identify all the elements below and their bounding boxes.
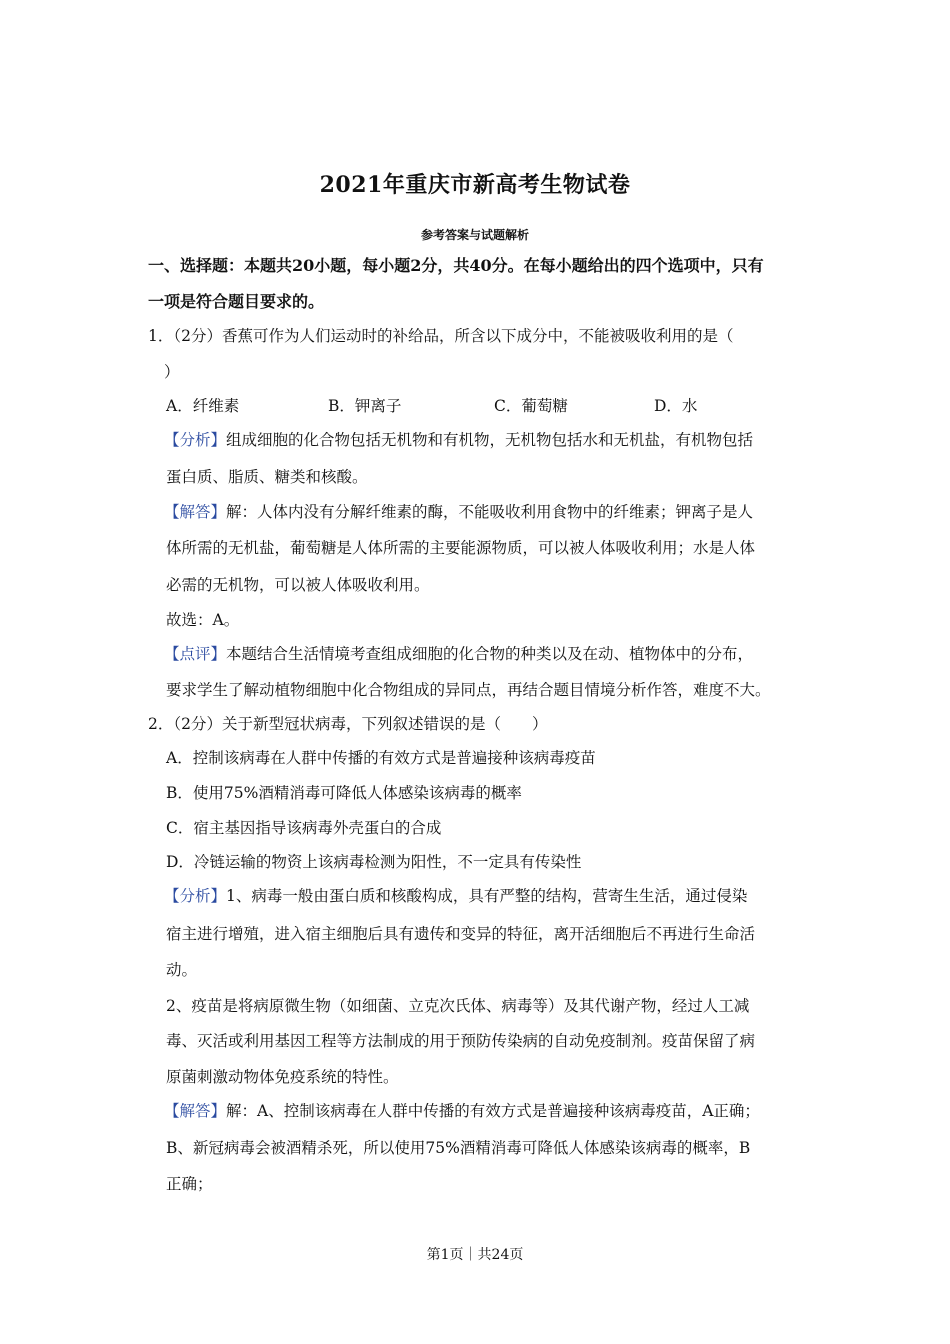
q2-answer-line3: 正确； xyxy=(166,1175,213,1193)
q1-answer-line1 xyxy=(164,502,753,522)
q1-option-a: A．纤维素 xyxy=(166,397,240,415)
q1-comment-line1 xyxy=(164,644,753,664)
q1-answer-line2: 体所需的无机盐，葡萄糖是人体所需的主要能源物质，可以被人体吸收利用；水是人体 xyxy=(166,539,756,557)
q2-option-b: B．使用75%酒精消毒可降低人体感染该病毒的概率 xyxy=(166,784,522,802)
answer-tag: 【解答】 xyxy=(164,503,227,521)
q2-analysis-line6: 原菌刺激动物体免疫系统的特性。 xyxy=(166,1068,399,1086)
q2-analysis-line4: 2、疫苗是将病原微生物（如细菌、立克次氏体、病毒等）及其代谢产物，经过人工减 xyxy=(166,997,750,1015)
q1-stem-line2: ） xyxy=(164,363,180,381)
document-title: 2021年重庆市新高考生物试卷 xyxy=(319,172,631,198)
analysis-tag: 【分析】 xyxy=(164,431,227,449)
q1-comment-line2: 要求学生了解动植物细胞中化合物组成的异同点，再结合题目情境分析作答，难度不大。 xyxy=(166,681,771,699)
q1-stem-line1: 1．（2分）香蕉可作为人们运动时的补给品，所含以下成分中，不能被吸收利用的是（ xyxy=(148,327,734,345)
q2-answer-line1 xyxy=(164,1101,760,1121)
q1-analysis-line1 xyxy=(164,430,753,450)
page-footer: 第1页｜共24页 xyxy=(426,1247,524,1263)
q1-choice: 故选：A。 xyxy=(166,611,240,629)
q2-analysis-line3: 动。 xyxy=(166,961,198,979)
q2-answer-line2: B、新冠病毒会被酒精杀死，所以使用75%酒精消毒可降低人体感染该病毒的概率，B xyxy=(166,1139,751,1157)
q2-option-c: C．宿主基因指导该病毒外壳蛋白的合成 xyxy=(166,819,442,837)
q2-answer-text1: 解：A、控制该病毒在人群中传播的有效方式是普遍接种该病毒疫苗，A正确； xyxy=(226,1102,760,1120)
q2-analysis-text1: 1、病毒一般由蛋白质和核酸构成，具有严整的结构，营寄生生活，通过侵染 xyxy=(226,887,748,905)
q2-stem: 2．（2分）关于新型冠状病毒，下列叙述错误的是（ ） xyxy=(148,715,548,733)
document-subtitle: 参考答案与试题解析 xyxy=(420,228,529,242)
q1-answer-text1: 解：人体内没有分解纤维素的酶，不能吸收利用食物中的纤维素；钾离子是人 xyxy=(226,503,754,521)
answer-tag: 【解答】 xyxy=(164,1102,227,1120)
q1-option-c: C．葡萄糖 xyxy=(494,397,568,415)
section-heading-line2: 一项是符合题目要求的。 xyxy=(148,292,325,311)
comment-tag: 【点评】 xyxy=(164,645,227,663)
q1-analysis-line2: 蛋白质、脂质、糖类和核酸。 xyxy=(166,468,368,486)
q2-analysis-line5: 毒、灭活或利用基因工程等方法制成的用于预防传染病的自动免疫制剂。疫苗保留了病 xyxy=(166,1032,756,1050)
q1-answer-line3: 必需的无机物，可以被人体吸收利用。 xyxy=(166,576,430,594)
q2-analysis-line1 xyxy=(164,886,747,906)
analysis-tag: 【分析】 xyxy=(164,887,227,905)
q2-option-a: A．控制该病毒在人群中传播的有效方式是普遍接种该病毒疫苗 xyxy=(166,749,596,767)
q1-option-d: D．水 xyxy=(654,397,698,415)
q1-option-b: B．钾离子 xyxy=(328,397,402,415)
q2-option-d: D．冷链运输的物资上该病毒检测为阳性，不一定具有传染性 xyxy=(166,853,582,871)
q1-analysis-text1: 组成细胞的化合物包括无机物和有机物，无机物包括水和无机盐，有机物包括 xyxy=(226,431,754,449)
q2-analysis-line2: 宿主进行增殖，进入宿主细胞后具有遗传和变异的特征，离开活细胞后不再进行生命活 xyxy=(166,925,756,943)
q1-comment-text1: 本题结合生活情境考查组成细胞的化合物的种类以及在动、植物体中的分布， xyxy=(226,645,754,663)
section-heading-line1: 一、选择题：本题共20小题，每小题2分，共40分。在每小题给出的四个选项中，只有 xyxy=(148,256,764,275)
